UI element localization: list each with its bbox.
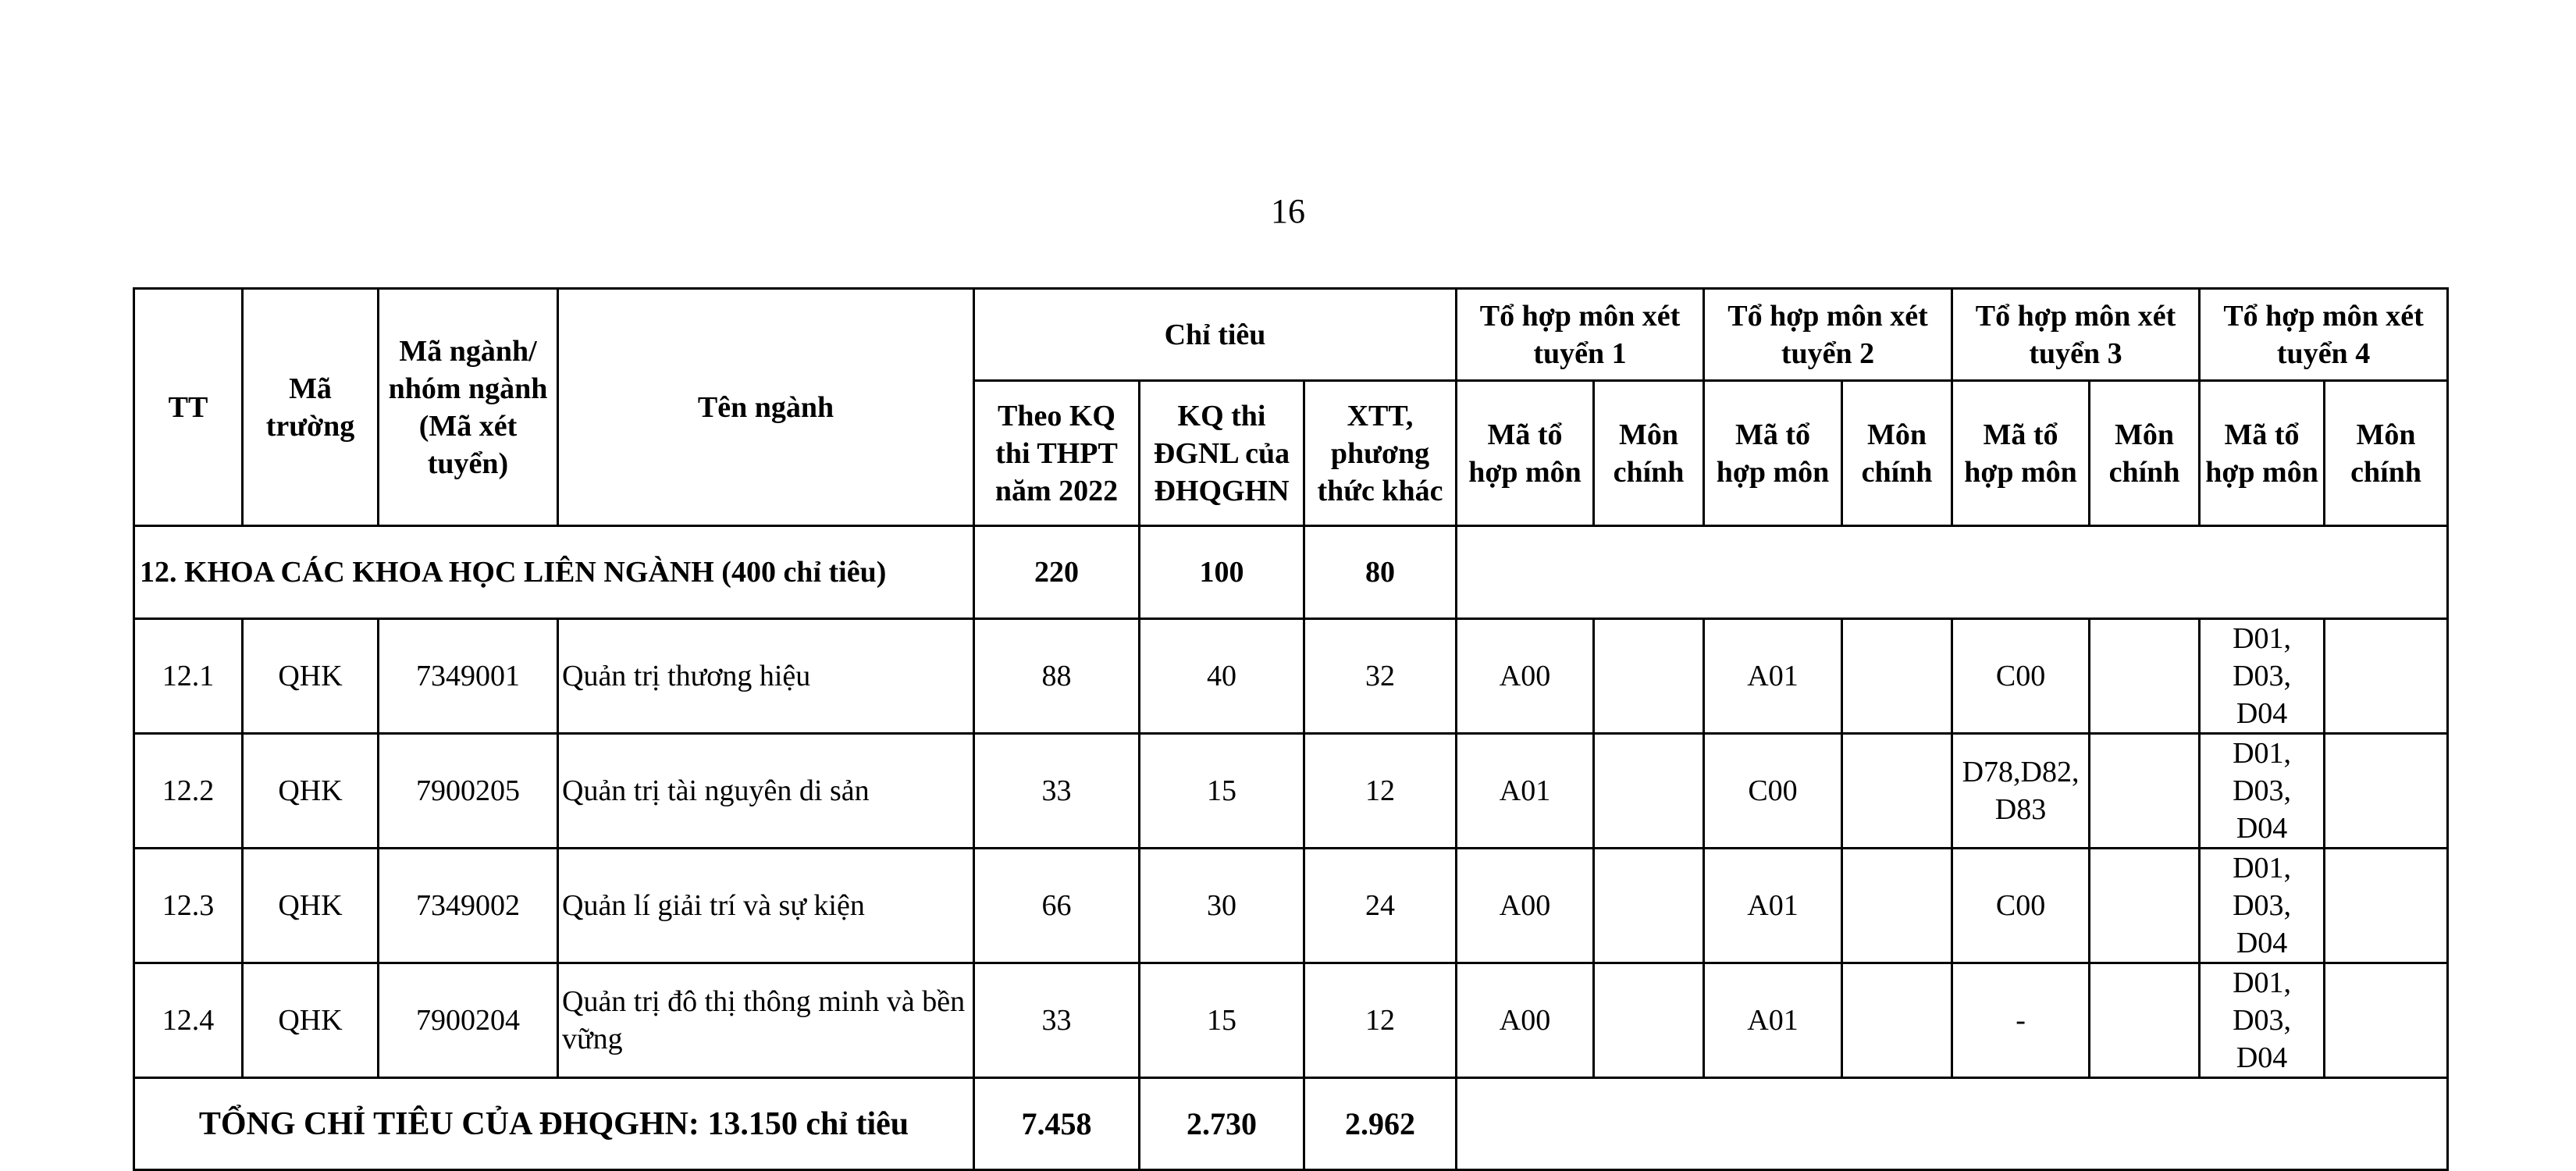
header-mon-chinh-2: Môn chính — [1842, 381, 1952, 526]
cell-ma-truong: QHK — [243, 734, 379, 849]
cell-to-hop-4: D01, D03, D04 — [2200, 849, 2325, 963]
cell-to-hop-3: - — [1952, 963, 2090, 1078]
cell-to-hop-3: C00 — [1952, 849, 2090, 963]
cell-tt: 12.3 — [134, 849, 243, 963]
table-row — [134, 734, 2448, 849]
cell-mon-chinh-2 — [1842, 619, 1952, 734]
cell-to-hop-2: A01 — [1704, 963, 1842, 1078]
section-dgnl: 100 — [1140, 526, 1304, 619]
cell-mon-chinh-1 — [1594, 849, 1704, 963]
cell-to-hop-1: A00 — [1457, 849, 1594, 963]
cell-ma-truong: QHK — [243, 619, 379, 734]
total-xtt: 2.962 — [1304, 1078, 1457, 1170]
header-tt: TT — [134, 289, 243, 526]
cell-tt: 12.2 — [134, 734, 243, 849]
cell-ma-truong: QHK — [243, 963, 379, 1078]
header-ma-nganh-line1: Mã ngành/ nhóm ngành — [388, 334, 548, 405]
cell-to-hop-3: C00 — [1952, 619, 2090, 734]
cell-thpt: 33 — [974, 963, 1140, 1078]
cell-mon-chinh-3 — [2090, 963, 2200, 1078]
section-empty — [1457, 526, 2448, 619]
total-row — [134, 1078, 2448, 1170]
table-row — [134, 619, 2448, 734]
header-ma-nganh-line2: (Mã xét tuyển) — [418, 409, 518, 480]
cell-to-hop-4: D01, D03, D04 — [2200, 619, 2325, 734]
cell-mon-chinh-1 — [1594, 619, 1704, 734]
header-chi-tieu: Chỉ tiêu — [974, 289, 1457, 381]
header-to-hop-1: Tổ hợp môn xét tuyển 1 — [1457, 289, 1704, 381]
cell-to-hop-1: A00 — [1457, 619, 1594, 734]
cell-ma-nganh: 7349001 — [379, 619, 558, 734]
cell-thpt: 66 — [974, 849, 1140, 963]
cell-thpt: 33 — [974, 734, 1140, 849]
table-row — [134, 849, 2448, 963]
header-mon-chinh-3: Môn chính — [2090, 381, 2200, 526]
cell-mon-chinh-1 — [1594, 734, 1704, 849]
cell-mon-chinh-2 — [1842, 849, 1952, 963]
cell-to-hop-1: A00 — [1457, 963, 1594, 1078]
cell-mon-chinh-3 — [2090, 619, 2200, 734]
header-to-hop-2: Tổ hợp môn xét tuyển 2 — [1704, 289, 1952, 381]
cell-ten-nganh: Quản trị tài nguyên di sản — [558, 734, 974, 849]
header-ma-truong: Mã trường — [243, 289, 379, 526]
cell-to-hop-4: D01, D03, D04 — [2200, 734, 2325, 849]
section-thpt: 220 — [974, 526, 1140, 619]
cell-to-hop-2: C00 — [1704, 734, 1842, 849]
cell-mon-chinh-3 — [2090, 734, 2200, 849]
cell-to-hop-2: A01 — [1704, 619, 1842, 734]
header-ma-to-hop-3: Mã tổ hợp môn — [1952, 381, 2090, 526]
cell-xtt: 32 — [1304, 619, 1457, 734]
cell-dgnl: 15 — [1140, 963, 1304, 1078]
cell-mon-chinh-4 — [2325, 734, 2448, 849]
section-title: 12. KHOA CÁC KHOA HỌC LIÊN NGÀNH (400 chỉ tiêu) — [134, 526, 974, 619]
header-ma-to-hop-2: Mã tổ hợp môn — [1704, 381, 1842, 526]
header-kq-dgnl: KQ thi ĐGNL của ĐHQGHN — [1140, 381, 1304, 526]
cell-tt: 12.1 — [134, 619, 243, 734]
cell-mon-chinh-4 — [2325, 849, 2448, 963]
table-row — [134, 963, 2448, 1078]
cell-ma-truong: QHK — [243, 849, 379, 963]
cell-ma-nganh: 7900204 — [379, 963, 558, 1078]
cell-mon-chinh-3 — [2090, 849, 2200, 963]
header-mon-chinh-4: Môn chính — [2325, 381, 2448, 526]
cell-tt: 12.4 — [134, 963, 243, 1078]
cell-thpt: 88 — [974, 619, 1140, 734]
total-thpt: 7.458 — [974, 1078, 1140, 1170]
cell-ten-nganh: Quản trị thương hiệu — [558, 619, 974, 734]
header-ma-to-hop-4: Mã tổ hợp môn — [2200, 381, 2325, 526]
cell-ten-nganh: Quản lí giải trí và sự kiện — [558, 849, 974, 963]
header-ma-nganh — [379, 289, 558, 526]
cell-xtt: 12 — [1304, 734, 1457, 849]
cell-to-hop-1: A01 — [1457, 734, 1594, 849]
cell-to-hop-4: D01, D03, D04 — [2200, 963, 2325, 1078]
cell-dgnl: 15 — [1140, 734, 1304, 849]
cell-xtt: 24 — [1304, 849, 1457, 963]
cell-mon-chinh-4 — [2325, 619, 2448, 734]
section-xtt: 80 — [1304, 526, 1457, 619]
header-ma-to-hop-1: Mã tổ hợp môn — [1457, 381, 1594, 526]
header-to-hop-3: Tổ hợp môn xét tuyển 3 — [1952, 289, 2200, 381]
cell-mon-chinh-1 — [1594, 963, 1704, 1078]
header-ten-nganh: Tên ngành — [558, 289, 974, 526]
cell-ma-nganh: 7900205 — [379, 734, 558, 849]
cell-xtt: 12 — [1304, 963, 1457, 1078]
header-xtt: XTT, phương thức khác — [1304, 381, 1457, 526]
cell-ten-nganh: Quản trị đô thị thông minh và bền vững — [558, 963, 974, 1078]
cell-mon-chinh-2 — [1842, 963, 1952, 1078]
cell-dgnl: 40 — [1140, 619, 1304, 734]
page-number: 16 — [1271, 192, 1305, 230]
cell-dgnl: 30 — [1140, 849, 1304, 963]
cell-mon-chinh-4 — [2325, 963, 2448, 1078]
total-dgnl: 2.730 — [1140, 1078, 1304, 1170]
total-label: TỔNG CHỈ TIÊU CỦA ĐHQGHN: 13.150 chỉ tiêu — [134, 1078, 974, 1170]
cell-to-hop-3: D78,D82, D83 — [1952, 734, 2090, 849]
section-row — [134, 526, 2448, 619]
header-to-hop-4: Tổ hợp môn xét tuyển 4 — [2200, 289, 2448, 381]
admissions-table — [133, 287, 2449, 1171]
header-mon-chinh-1: Môn chính — [1594, 381, 1704, 526]
cell-mon-chinh-2 — [1842, 734, 1952, 849]
cell-ma-nganh: 7349002 — [379, 849, 558, 963]
cell-to-hop-2: A01 — [1704, 849, 1842, 963]
header-theo-kq: Theo KQ thi THPT năm 2022 — [974, 381, 1140, 526]
total-empty — [1457, 1078, 2448, 1170]
